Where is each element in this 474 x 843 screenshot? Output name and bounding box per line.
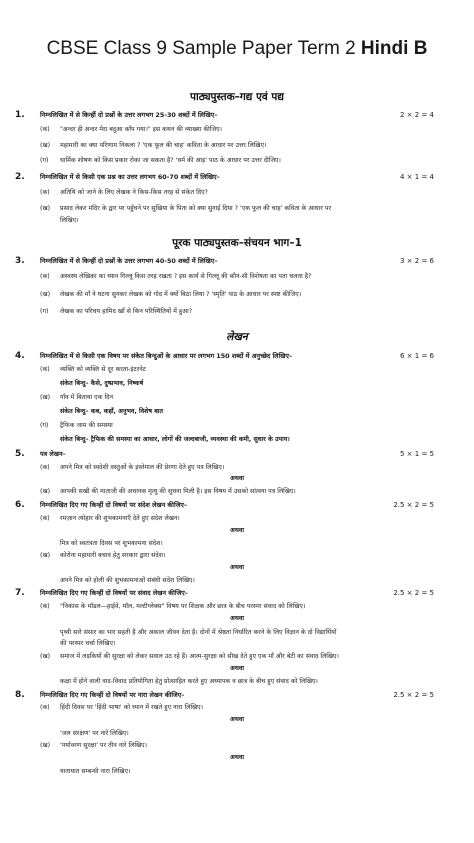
question-number: 5.	[15, 449, 25, 459]
part-text: लिखिए।	[60, 217, 79, 224]
part-text: लेखक की माँ ने घटना सुनकर लेखक को गोद में क्यों बिठा लिया ? 'स्मृति' पाठ के आधार पर स्पष्ट कीजिए।	[60, 291, 302, 298]
part-label: (क)	[40, 515, 50, 522]
part-label: (ख)	[40, 142, 51, 149]
part-text: कोरोना महामारी बचाव हेतु सरकार द्वारा संदेश।	[60, 552, 166, 559]
question-number: 1.	[15, 110, 25, 120]
or-divider: अथवा	[230, 564, 244, 571]
part-text: प्रसाद लेकर मंदिर के द्वार पर पहुँचने पर सुखिया के पिता को क्या सुनाई दिया ? 'एक फूल की चाह' कविता के आधार पर	[60, 205, 332, 212]
part-label: (क)	[40, 189, 50, 196]
question-number: 6.	[15, 500, 25, 510]
question-marks: 4 × 1 = 4	[400, 173, 434, 181]
question-number: 3.	[15, 256, 25, 266]
question-text: पत्र लेखन–	[40, 450, 66, 458]
question-marks: 2.5 × 2 = 5	[393, 691, 434, 699]
title-bold: Hindi B	[360, 38, 428, 59]
question-number: 2.	[15, 172, 25, 182]
question-part	[40, 290, 444, 300]
part-text: 'पर्यावरण सुरक्षा' पर तीन नारे लिखिए।	[60, 742, 148, 749]
part-text: संकेत बिन्दु– कैसे, दुष्प्रभाव, निष्कर्ष	[60, 380, 144, 387]
part-label: (ख)	[40, 742, 51, 749]
part-label: (ख)	[40, 653, 51, 660]
or-divider: अथवा	[230, 615, 244, 622]
question-marks: 3 × 2 = 6	[400, 257, 434, 265]
part-label: (क)	[40, 273, 50, 280]
part-text: आपकी सखी की माताजी की अचानक मृत्यु की सूचना मिली है। इस विषय में उसको सांत्वना पत्र लिखिए।	[60, 488, 296, 495]
part-label: (क)	[40, 126, 50, 133]
question-text: निम्नलिखित में से किन्हीं दो प्रश्नों के उत्तर लगभग 25-30 शब्दों में लिखिए–	[40, 111, 218, 119]
question-text: निम्नलिखित दिए गए किन्हीं दो विषयों पर संवाद लेखन कीजिए–	[40, 589, 188, 597]
question-number: 8.	[15, 690, 25, 700]
part-text: रमज़ान त्योहार की शुभकामनाएँ देते हुए संदेश लेखन।	[60, 515, 180, 522]
alternate-text: कक्षा में होने वाली वाद-विवाद प्रतियोगिता हेतु प्रोत्साहित करते हुए अध्यापक व छात्र के बीच हुए संवाद को लिखिए।	[60, 678, 318, 685]
question-marks: 5 × 1 = 5	[400, 450, 434, 458]
part-text: व्यक्ति को व्यक्ति से दूर करता-इंटरनेट	[60, 366, 146, 373]
question-text: निम्नलिखित में से किन्हीं दो प्रश्नों के उत्तर लगभग 40-50 शब्दों में लिखिए–	[40, 257, 218, 265]
alternate-text: अपने मित्र को होली की शुभकामनाओं संबंधी संदेश लिखिए।	[60, 577, 195, 584]
alternate-text: की परस्पर चर्चा लिखिए।	[60, 640, 116, 647]
or-divider: अथवा	[230, 754, 244, 761]
question-text: निम्नलिखित में से किसी एक विषय पर संकेत बिन्दुओं के आधार पर लगभग 150 शब्दों में अनुच्छेद लिखिए–	[40, 352, 293, 360]
question-text: निम्नलिखित में से किसी एक प्रश्न का उत्तर लगभग 60-70 शब्दों में लिखिए–	[40, 173, 220, 181]
part-label: (ख)	[40, 291, 51, 298]
question-marks: 2 × 2 = 4	[400, 111, 434, 119]
part-text: "अन्दर ही अन्दर मेरा बदुआ काँप गया।" इस कथन की व्याख्या कीजिए।	[60, 126, 222, 133]
question-part	[40, 703, 444, 713]
question-part	[40, 487, 444, 497]
part-text: ट्रैफिक जाम की समस्या	[60, 422, 113, 429]
part-label: (क)	[40, 464, 50, 471]
question-text: निम्नलिखित दिए गए किन्हीं दो विषयों पर संदेश लेखन कीजिए–	[40, 501, 188, 509]
part-label: (ग)	[40, 157, 49, 164]
part-text: गाँव में बिताया एक दिन	[60, 394, 113, 401]
part-text: लेखक का परिचय हामिद खाँ से किन परिस्थितियों में हुआ?	[60, 308, 193, 315]
question-part	[40, 514, 444, 524]
or-divider: अथवा	[230, 716, 244, 723]
alternate-text: पृथ्वी सारे संसार का भार सहती है और अकाल जीवन देता है। दोनों में श्रेष्ठता निर्धारित करने के लिए विज्ञान के दो विद्यार्थियों	[60, 629, 337, 636]
part-label: (क)	[40, 704, 50, 711]
or-divider: अथवा	[230, 527, 244, 534]
question-part	[40, 551, 444, 561]
part-text: संकेत बिन्दु– ट्रैफिक की समस्या का आधार, लोगों की जल्दबाजी, व्यवस्था की कमी, सुधार के उपाय।	[60, 436, 290, 443]
part-label: (ख)	[40, 552, 51, 559]
part-text: अतिथि को जाने के लिए लेखक ने किस-किस तरह से संकेत दिए?	[60, 189, 208, 196]
question-marks: 2.5 × 2 = 5	[393, 501, 434, 509]
hint-points	[40, 407, 444, 417]
question-part	[40, 463, 444, 473]
question-part	[40, 141, 444, 151]
alternate-text: यातायात सम्बन्धी नारा लिखिए।	[60, 768, 131, 775]
part-text: धार्मिक शोषण को किस प्रकार रोका जा सकता है? 'धर्म की आड़' पाठ के आधार पर उत्तर दीजिए।	[60, 157, 281, 164]
part-text: समाज में लड़कियों की सुरक्षा को लेकर सवाल उठ रहे हैं। आत्म-सुरक्षा को सीख देते हुए एक माँ और बेटी का संवाद लिखिए।	[60, 653, 339, 660]
part-text: हिंदी दिवस पर 'हिंदी भाषा' को ध्यान में रखते हुए नारा लिखिए।	[60, 704, 203, 711]
question-part	[40, 652, 444, 662]
part-label: (क)	[40, 366, 50, 373]
part-text: "विकास के मॉडल—हाईवे, मॉल, मल्टीप्लेक्स" विषय पर शिक्षक और छात्र के बीच परस्पर संवाद को लिखिए।	[60, 603, 306, 610]
part-label: (ग)	[40, 308, 49, 315]
section-heading-sanchayan: पूरक पाठ्यपुस्तक–संचयन भाग–1	[172, 237, 302, 249]
part-label: (ख)	[40, 205, 51, 212]
title-prefix: CBSE Class 9 Sample Paper Term 2	[46, 38, 356, 59]
part-label: (ग)	[40, 422, 49, 429]
part-text: अपने मित्र को स्वदेशी वस्तुओं के इस्तेमाल की प्रेरणा देते हुए पत्र लिखिए।	[60, 464, 225, 471]
question-part	[40, 272, 444, 282]
question-part	[40, 307, 444, 317]
or-divider: अथवा	[230, 665, 244, 672]
question-part	[40, 393, 444, 403]
question-marks: 2.5 × 2 = 5	[393, 589, 434, 597]
question-part	[40, 156, 444, 166]
question-number: 7.	[15, 588, 25, 598]
section-heading-gadya-padya: पाठ्यपुस्तक–गद्य एवं पद्य	[190, 91, 284, 103]
part-text: अस्वस्थ लेखिका का ध्यान गिल्लू किस तरह रखता ? इस कार्य से गिल्लू की कौन-सी विशेषता का पता चलता है?	[60, 273, 312, 280]
or-divider: अथवा	[230, 475, 244, 482]
page-title	[0, 38, 474, 60]
part-text: महामारी का क्या परिणाम निकला ? 'एक फूल की चाह' कविता के आधार पर उत्तर लिखिए।	[60, 142, 267, 149]
question-part	[40, 204, 444, 214]
question-part	[40, 125, 444, 135]
alternate-text: मित्र को स्वतंत्रता दिवस पर शुभकामना संदेश।	[60, 540, 163, 547]
question-part	[40, 216, 444, 226]
question-marks: 6 × 1 = 6	[400, 352, 434, 360]
question-part	[40, 421, 444, 431]
part-text: संकेत बिन्दु– कब, कहाँ, अनुभव, विशेष बात	[60, 408, 164, 415]
hint-points	[40, 435, 444, 445]
alternate-text: 'जल संरक्षण' पर नारे लिखिए।	[60, 730, 129, 737]
part-label: (ख)	[40, 394, 51, 401]
part-label: (ख)	[40, 488, 51, 495]
question-part	[40, 602, 444, 612]
hint-points	[40, 379, 444, 389]
part-label: (क)	[40, 603, 50, 610]
question-text: निम्नलिखित दिए गए किन्हीं दो विषयों पर नारा लेखन कीजिए–	[40, 691, 185, 699]
section-heading-lekhan: लेखन	[226, 331, 248, 343]
question-part	[40, 741, 444, 751]
question-part	[40, 365, 444, 375]
question-number: 4.	[15, 351, 25, 361]
question-part	[40, 188, 444, 198]
